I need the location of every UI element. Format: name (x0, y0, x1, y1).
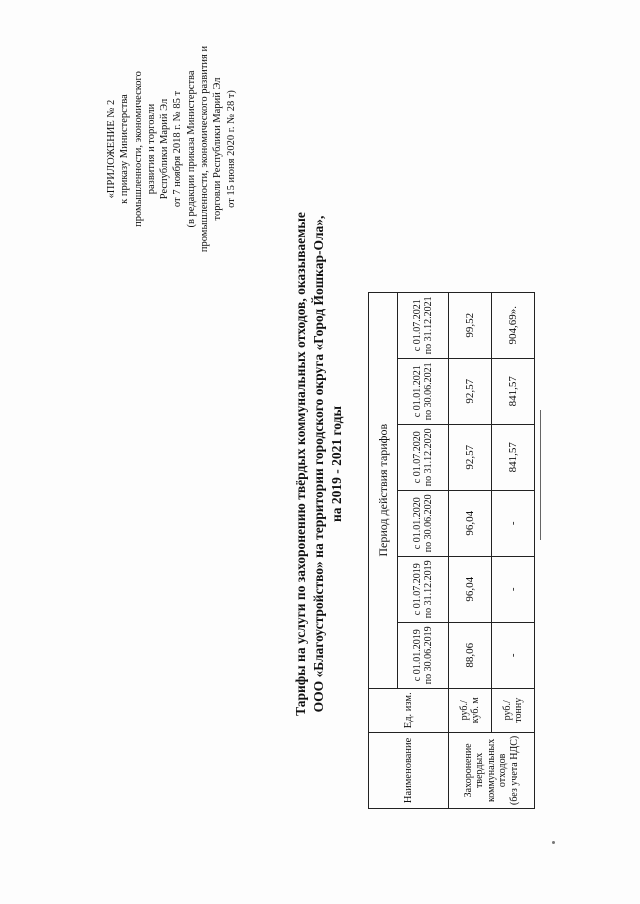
value-cell: 96,04 (449, 490, 492, 556)
header-period-cell: Период действия тарифов (369, 292, 398, 688)
title-line-3: на 2019 - 2021 годы (329, 405, 344, 523)
value-cell: - (492, 622, 535, 688)
period-cell: с 01.07.2020 по 31.12.2020 (398, 424, 449, 490)
scan-speck (552, 841, 555, 844)
appendix-line: к приказу Министерства (119, 94, 131, 204)
appendix-line: (в редакции приказа Министерства (185, 70, 197, 228)
value-cell: 904,69». (492, 292, 535, 358)
period-cell: с 01.01.2020 по 30.06.2020 (398, 490, 449, 556)
period-cell: с 01.01.2021 по 30.06.2021 (398, 358, 449, 424)
value-cell: 99,52 (449, 292, 492, 358)
table-header-row (369, 292, 398, 808)
appendix-line: Республики Марий Эл (159, 98, 171, 200)
appendix-header (105, 29, 238, 269)
period-cell: с 01.07.2019 по 31.12.2019 (398, 556, 449, 622)
value-cell: 92,57 (449, 424, 492, 490)
appendix-line: развития и торговли (145, 103, 157, 195)
separator-line (540, 410, 541, 540)
value-cell: 92,57 (449, 358, 492, 424)
header-unit-cell: Ед. изм. (369, 688, 449, 732)
title-line-1: Тарифы на услуги по захоронению твёрдых коммунальных отходов, оказываемые (293, 212, 308, 716)
table-row-mass (492, 292, 535, 808)
document-title (292, 114, 346, 814)
appendix-line: от 15 июня 2020 г. № 28 т) (225, 90, 237, 208)
value-cell: - (492, 556, 535, 622)
appendix-line: промышленности, экономического (132, 71, 144, 227)
appendix-line: «ПРИЛОЖЕНИЕ № 2 (106, 99, 117, 199)
table-row-volume (449, 292, 492, 808)
appendix-line: от 7 ноября 2018 г. № 85 т (172, 90, 184, 208)
period-cell: с 01.07.2021 по 31.12.2021 (398, 292, 449, 358)
service-name-cell: Захоронение твердых коммунальных отходов (без учета НДС) (449, 732, 535, 808)
unit-cell: руб./ тонну (492, 688, 535, 732)
title-line-2: ООО «Благоустройство» на территории городского округа «Город Йошкар-Ола», (311, 215, 326, 713)
unit-cell: руб./ куб. м (449, 688, 492, 732)
value-cell: - (492, 490, 535, 556)
header-name-cell: Наименование (369, 732, 449, 808)
value-cell: 841,57 (492, 358, 535, 424)
tariff-table (368, 292, 535, 809)
value-cell: 96,04 (449, 556, 492, 622)
appendix-line: промышленности, экономического развития и (199, 45, 211, 253)
value-cell: 88,06 (449, 622, 492, 688)
value-cell: 841,57 (492, 424, 535, 490)
period-cell: с 01.01.2019 по 30.06.2019 (398, 622, 449, 688)
appendix-line: торговли Республики Марий Эл (212, 77, 224, 221)
